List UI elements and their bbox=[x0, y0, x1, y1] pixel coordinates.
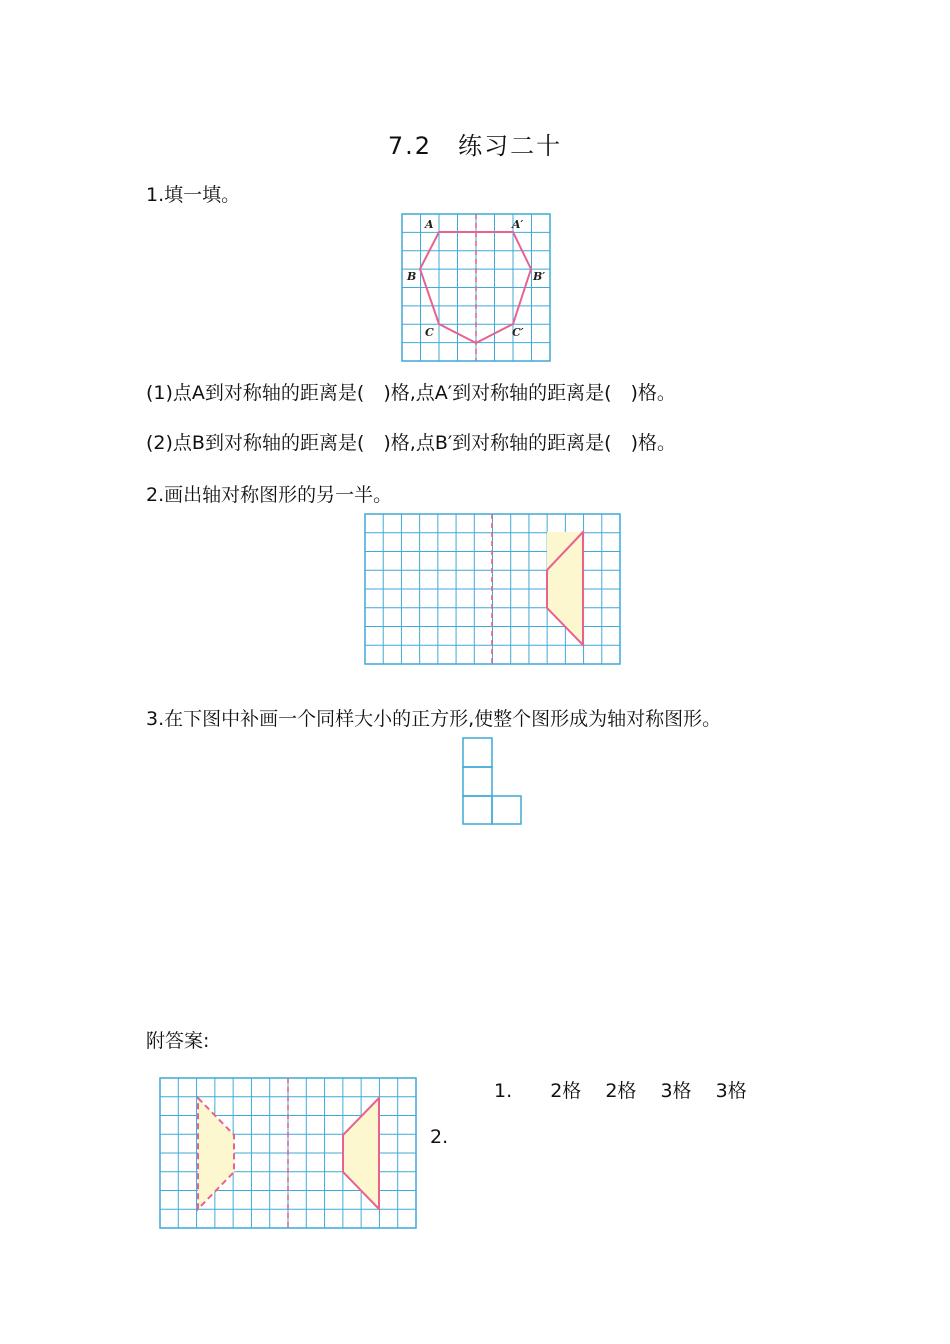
answer-1-value: 2格 bbox=[550, 1080, 582, 1102]
page-title: 7.2 练习二十 bbox=[387, 132, 563, 160]
answers-heading: 附答案: bbox=[146, 1030, 210, 1052]
answer-2-label: 2. bbox=[430, 1126, 449, 1148]
answer-2-grid-figure bbox=[160, 1078, 416, 1228]
question-2-heading: 2.画出轴对称图形的另一半。 bbox=[146, 484, 393, 506]
answer-1-value: 2格 bbox=[605, 1080, 637, 1102]
point-a-label: A bbox=[425, 218, 434, 231]
point-b-prime-label: B′ bbox=[533, 270, 546, 283]
point-b-label: B bbox=[407, 270, 417, 283]
answer-1-value: 3格 bbox=[715, 1080, 747, 1102]
l-shape-squares-figure bbox=[462, 737, 522, 825]
question-3-heading: 3.在下图中补画一个同样大小的正方形,使整个图形成为轴对称图形。 bbox=[146, 708, 722, 730]
point-c-prime-label: C′ bbox=[512, 326, 524, 339]
question-1-heading: 1.填一填。 bbox=[146, 184, 241, 206]
answer-1 bbox=[494, 1076, 765, 1103]
trapezoid-grid-figure bbox=[365, 514, 620, 664]
octagon-grid-figure bbox=[402, 214, 550, 361]
point-c-label: C bbox=[425, 326, 434, 339]
point-a-prime-label: A′ bbox=[512, 218, 524, 231]
answer-1-value: 3格 bbox=[660, 1080, 692, 1102]
drawn-half-trapezoid bbox=[198, 1098, 234, 1209]
answer-1-label: 1. bbox=[494, 1080, 513, 1102]
question-1-part-2: (2)点B到对称轴的距离是( )格,点B′到对称轴的距离是( )格。 bbox=[146, 432, 676, 454]
question-1-part-1: (1)点A到对称轴的距离是( )格,点A′到对称轴的距离是( )格。 bbox=[146, 382, 676, 404]
